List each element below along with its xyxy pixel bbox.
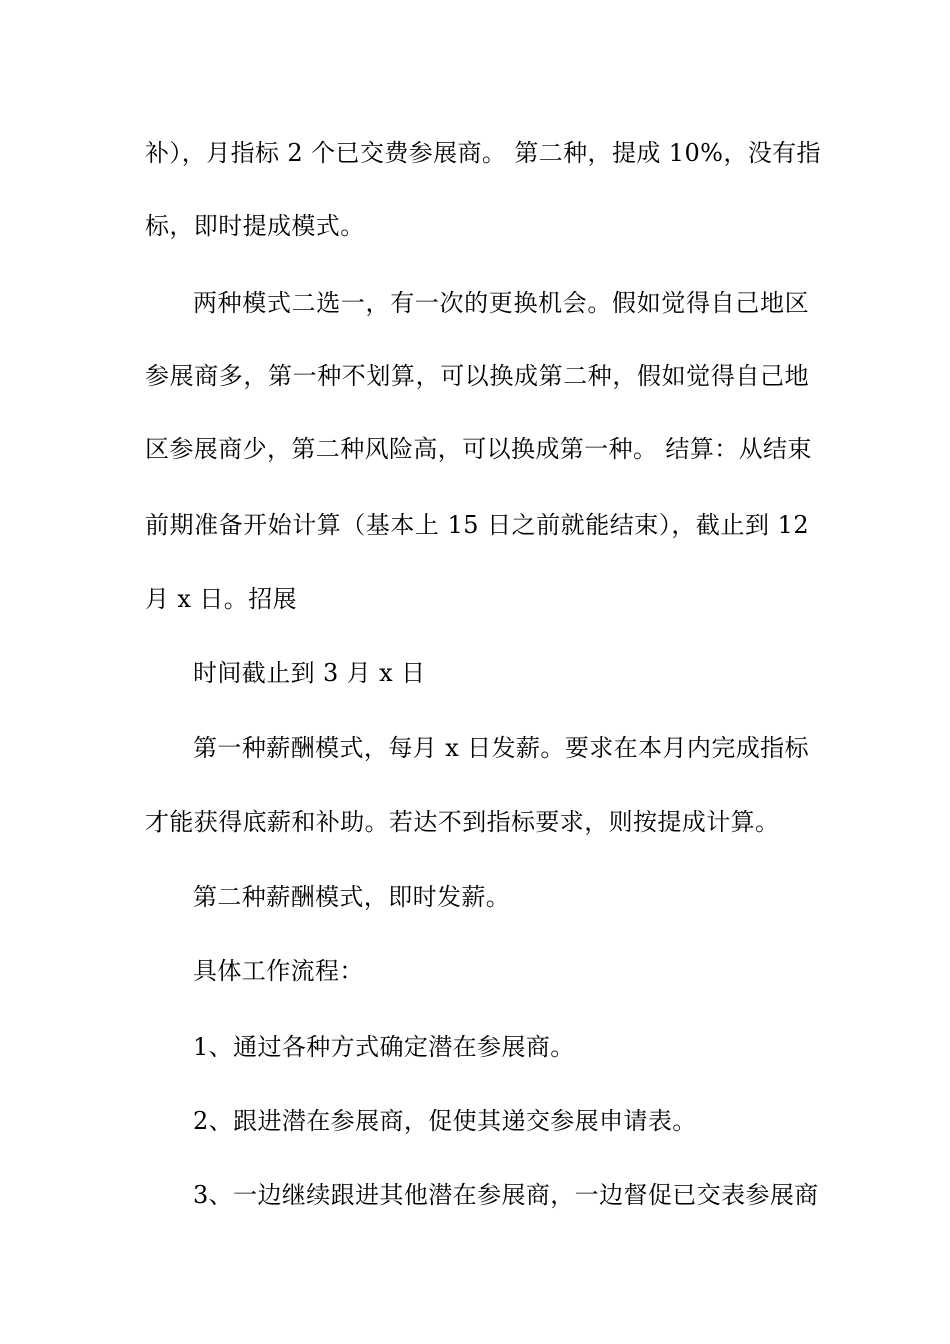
text-line-1: 补），月指标 2 个已交费参展商。 第二种，提成 10%，没有指 <box>145 139 821 167</box>
text-line-11: 第二种薪酬模式，即时发薪。 <box>193 883 511 911</box>
text-line-5: 区参展商少，第二种风险高，可以换成第一种。 结算：从结束 <box>145 435 812 463</box>
text-line-8: 时间截止到 3 月 x 日 <box>193 659 426 687</box>
text-line-9: 第一种薪酬模式，每月 x 日发薪。要求在本月内完成指标 <box>193 734 809 762</box>
text-line-14: 2、跟进潜在参展商，促使其递交参展申请表。 <box>193 1107 697 1135</box>
text-line-3: 两种模式二选一，有一次的更换机会。假如觉得自己地区 <box>193 289 809 317</box>
text-line-6: 前期准备开始计算（基本上 15 日之前就能结束），截止到 12 <box>145 511 809 539</box>
text-line-12: 具体工作流程： <box>193 957 364 985</box>
text-line-10: 才能获得底薪和补助。若达不到指标要求，则按提成计算。 <box>145 808 780 836</box>
text-line-15: 3、一边继续跟进其他潜在参展商，一边督促已交表参展商 <box>193 1181 819 1209</box>
text-line-4: 参展商多，第一种不划算，可以换成第二种，假如觉得自己地 <box>145 362 809 390</box>
text-line-13: 1、通过各种方式确定潜在参展商。 <box>193 1033 575 1061</box>
text-line-2: 标，即时提成模式。 <box>145 212 365 240</box>
text-line-7: 月 x 日。招展 <box>145 585 297 613</box>
